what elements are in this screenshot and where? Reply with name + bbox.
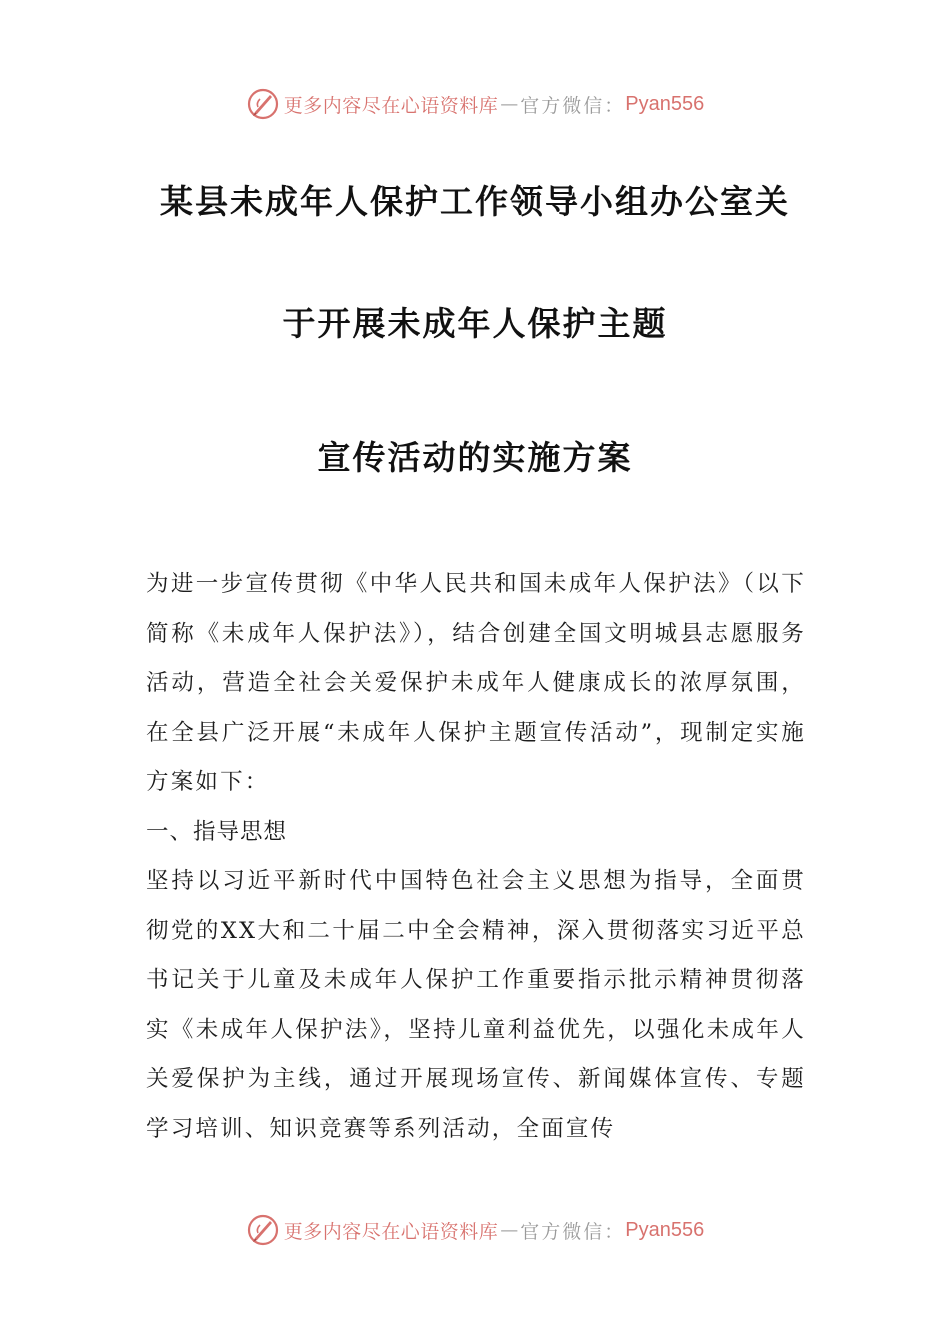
intro-paragraph: 为进一步宣传贯彻《中华人民共和国未成年人保护法》（以下简称《未成年人保护法》），结合创建全国文明城县志愿服务活动，营造全社会关爱保护未成年人健康成长的浓厚氛围，在全县广泛开展“未成年人保护主题宣传活动”，现制定实施方案如下：	[146, 571, 806, 795]
quill-pen-logo-icon	[246, 1213, 280, 1247]
watermark-banner-bottom	[0, 1210, 950, 1250]
document-body	[146, 560, 806, 1154]
watermark-separator: —	[500, 1219, 519, 1241]
watermark-wechat-label: 官方微信：	[520, 1220, 626, 1243]
quill-pen-logo-icon	[246, 87, 280, 121]
section-heading-guiding-ideology: 一、指导思想	[146, 818, 288, 845]
watermark-wechat-label: 官方微信：	[520, 94, 626, 117]
watermark-brand-text: 更多内容尽在心语资料库	[283, 1220, 499, 1243]
watermark-separator: —	[500, 93, 519, 115]
watermark-wechat-id: Pyan556	[625, 1218, 705, 1241]
section-paragraph-guiding-ideology: 坚持以习近平新时代中国特色社会主义思想为指导，全面贯彻党的XX大和二十届二中全会精神，深入贯彻落实习近平总书记关于儿童及未成年人保护工作重要指示批示精神贯彻落实《未成年人保护法》，坚持儿童利益优先，以强化未成年人关爱保护为主线，通过开展现场宣传、新闻媒体宣传、专题学习培训、知识竞赛等系列活动，全面宣传	[146, 868, 806, 1142]
watermark-brand-text: 更多内容尽在心语资料库	[283, 94, 499, 117]
watermark-banner-top	[0, 84, 950, 124]
watermark-wechat-id: Pyan556	[625, 92, 705, 115]
document-title-line-3: 宣传活动的实施方案	[317, 438, 633, 477]
document-title-line-2: 于开展未成年人保护主题	[282, 304, 668, 343]
document-title-line-1: 某县未成年人保护工作领导小组办公室关	[160, 182, 790, 221]
